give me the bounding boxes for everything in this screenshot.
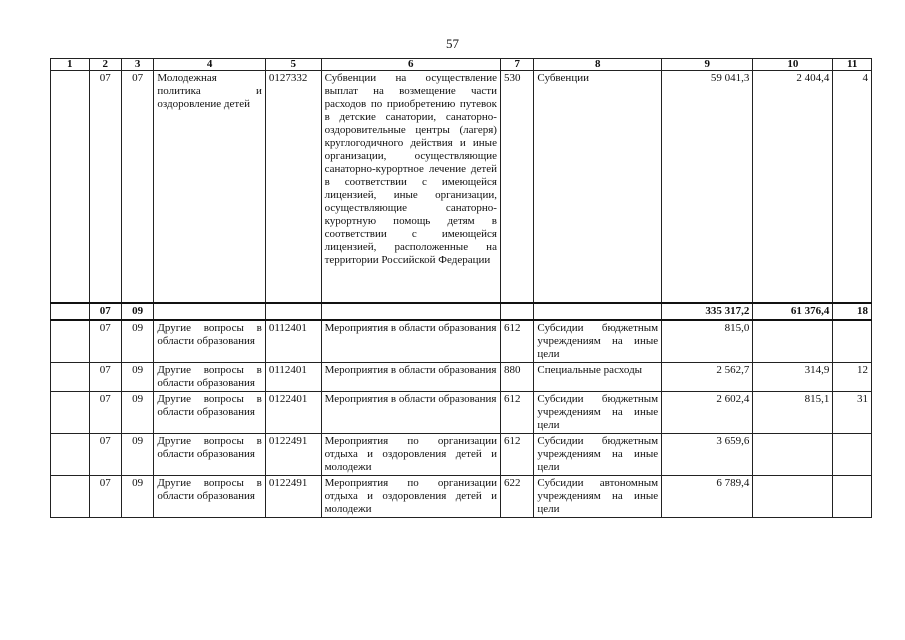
cell-amount-9: 59 041,3 [662, 71, 753, 303]
cell-expense-type: Субсидии бюджетным учреждениям на иные цели [534, 433, 662, 475]
table-row [51, 362, 872, 391]
cell-amount-11 [833, 320, 872, 363]
cell-amount-10: 815,1 [753, 391, 833, 433]
cell-amount-11 [833, 433, 872, 475]
cell-amount-10 [753, 320, 833, 363]
cell-target-code: 0122401 [265, 391, 321, 433]
cell-description: Мероприятия в области образования [321, 362, 500, 391]
cell-section: 07 [89, 303, 121, 320]
cell-section: 07 [89, 391, 121, 433]
header-row [51, 59, 872, 71]
cell-amount-11: 18 [833, 303, 872, 320]
header-col-5: 5 [265, 59, 321, 71]
header-col-10: 10 [753, 59, 833, 71]
cell-amount-10 [753, 475, 833, 517]
header-col-8: 8 [534, 59, 662, 71]
cell-amount-11: 4 [833, 71, 872, 303]
cell-section: 07 [89, 475, 121, 517]
cell-name: Другие вопросы в области образования [154, 475, 265, 517]
cell-amount-10 [753, 433, 833, 475]
cell-col-1 [51, 391, 90, 433]
cell-name [154, 303, 265, 320]
cell-amount-11 [833, 475, 872, 517]
cell-subsection: 09 [121, 475, 153, 517]
cell-subsection: 09 [121, 391, 153, 433]
header-col-3: 3 [121, 59, 153, 71]
header-col-4: 4 [154, 59, 265, 71]
table-row [51, 391, 872, 433]
cell-description: Мероприятия в области образования [321, 391, 500, 433]
cell-expense-type: Субсидии бюджетным учреждениям на иные цели [534, 391, 662, 433]
cell-expense-code: 612 [500, 433, 533, 475]
cell-expense-code [500, 303, 533, 320]
cell-description [321, 303, 500, 320]
cell-section: 07 [89, 362, 121, 391]
cell-name: Другие вопросы в области образования [154, 391, 265, 433]
cell-amount-10: 2 404,4 [753, 71, 833, 303]
cell-amount-9: 2 602,4 [662, 391, 753, 433]
cell-target-code: 0122491 [265, 475, 321, 517]
cell-expense-code: 612 [500, 320, 533, 363]
cell-description: Мероприятия по организации отдыха и оздоровления детей и молодежи [321, 433, 500, 475]
cell-name: Другие вопросы в области образования [154, 320, 265, 363]
cell-target-code: 0112401 [265, 320, 321, 363]
table-row [51, 475, 872, 517]
header-col-1: 1 [51, 59, 90, 71]
cell-amount-9: 335 317,2 [662, 303, 753, 320]
cell-amount-10: 314,9 [753, 362, 833, 391]
cell-amount-9: 2 562,7 [662, 362, 753, 391]
header-col-11: 11 [833, 59, 872, 71]
cell-name: Другие вопросы в области образования [154, 433, 265, 475]
table-row [51, 433, 872, 475]
cell-amount-11: 12 [833, 362, 872, 391]
cell-description: Мероприятия в области образования [321, 320, 500, 363]
cell-expense-type: Специальные расходы [534, 362, 662, 391]
cell-name: Другие вопросы в области образования [154, 362, 265, 391]
header-col-6: 6 [321, 59, 500, 71]
cell-target-code: 0122491 [265, 433, 321, 475]
cell-name: Молодежная политика и оздоровление детей [154, 71, 265, 303]
table-row [51, 71, 872, 303]
header-col-9: 9 [662, 59, 753, 71]
cell-target-code: 0127332 [265, 71, 321, 303]
cell-section: 07 [89, 433, 121, 475]
budget-table [50, 58, 872, 518]
cell-col-1 [51, 362, 90, 391]
table-row [51, 320, 872, 363]
cell-expense-code: 612 [500, 391, 533, 433]
cell-amount-11: 31 [833, 391, 872, 433]
cell-col-1 [51, 303, 90, 320]
page-number: 57 [446, 36, 459, 51]
cell-target-code [265, 303, 321, 320]
cell-amount-9: 815,0 [662, 320, 753, 363]
cell-subsection: 09 [121, 320, 153, 363]
header-col-7: 7 [500, 59, 533, 71]
cell-section: 07 [89, 320, 121, 363]
cell-subsection: 09 [121, 362, 153, 391]
cell-amount-9: 3 659,6 [662, 433, 753, 475]
cell-subsection: 07 [121, 71, 153, 303]
cell-expense-type: Субсидии бюджетным учреждениям на иные цели [534, 320, 662, 363]
cell-col-1 [51, 433, 90, 475]
cell-col-1 [51, 475, 90, 517]
cell-expense-type: Субвенции [534, 71, 662, 303]
cell-amount-10: 61 376,4 [753, 303, 833, 320]
cell-subsection: 09 [121, 433, 153, 475]
cell-col-1 [51, 320, 90, 363]
cell-description: Мероприятия по организации отдыха и оздоровления детей и молодежи [321, 475, 500, 517]
cell-expense-type: Субсидии автономным учреждениям на иные цели [534, 475, 662, 517]
cell-expense-code: 880 [500, 362, 533, 391]
cell-target-code: 0112401 [265, 362, 321, 391]
cell-expense-type [534, 303, 662, 320]
cell-col-1 [51, 71, 90, 303]
cell-expense-code: 530 [500, 71, 533, 303]
subtotal-row [51, 303, 872, 320]
header-col-2: 2 [89, 59, 121, 71]
cell-amount-9: 6 789,4 [662, 475, 753, 517]
cell-subsection: 09 [121, 303, 153, 320]
cell-expense-code: 622 [500, 475, 533, 517]
table-body [51, 71, 872, 518]
cell-description: Субвенции на осуществление выплат на возмещение части расходов по приобретению путевок в детские санатории, санаторно-оздоровительные центры (лагеря) круглогодичного действия и иные организации, осуществляющие санаторно-курортное лечение детей в соответствии с имеющейся лицензией, иные организации, осуществляющие санаторно-курортную помощь детям в соответствии с имеющейся лицензией, расположенные на территории Российской Федерации [321, 71, 500, 303]
cell-section: 07 [89, 71, 121, 303]
